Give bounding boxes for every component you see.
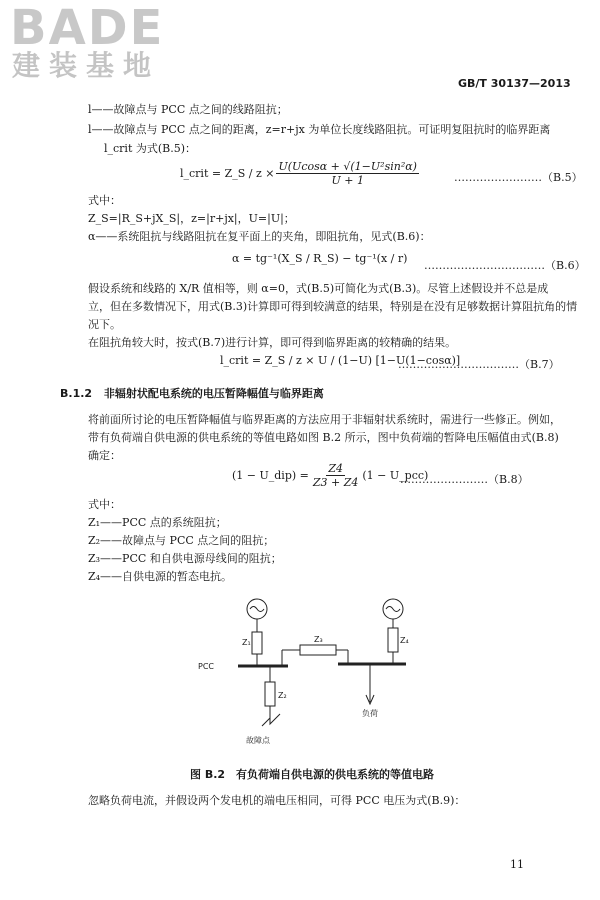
para-assumption-line3: 况下。 [88,318,121,331]
eq-b8-denominator: Z3 + Z4 [312,476,359,489]
eq-b6-expression: α = tg⁻¹(X_S / R_S) − tg⁻¹(x / r) [232,252,408,265]
eq-b6-number: ……………………………（B.6） [424,259,586,272]
def-critical-distance: l_crit 为式(B.5)： [104,142,197,155]
where-zs-definition: Z_S=|R_S+jX_S|，z=|r+jx|，U=|U|； [88,212,295,225]
label-fault: 故障点 [246,736,270,745]
label-load: 负荷 [362,709,378,718]
page-number: 11 [510,858,524,871]
equation-b5 [180,160,421,187]
para-assumption-line1: 假设系统和线路的 X/R 值相等，则 α=0，式(B.5)可简化为式(B.3)。尽管上述假设并不总是成 [88,282,549,295]
equivalent-circuit-diagram [190,590,430,755]
resistor-z4 [388,628,398,652]
label-pcc: PCC [198,662,214,671]
eq-b7-number: ……………………………（B.7） [398,358,560,371]
generator-left-wave [250,607,264,612]
section-number: B.1.2 [60,387,93,400]
eq-b7-expression: l_crit = Z_S / z × U / (1−U) [1−U(1−cosα)] [220,354,461,367]
para-assumption-line2: 立，但在多数情况下，用式(B.3)计算即可得到较满意的结果，特别是在没有足够数据计算阻抗角的情 [88,300,578,313]
eq-b5-numerator: U(Ucosα + √(1−U²sin²α) [278,160,417,173]
section-title: 非辐射状配电系统的电压暂降幅值与临界距离 [103,387,324,400]
generator-right-wave [386,607,400,612]
eq-b8-rhs: (1 − U_pcc) [362,469,429,482]
def-z3: Z₃——PCC 和自供电源母线间的阻抗； [88,552,282,565]
def-z2: Z₂——故障点与 PCC 点之间的阻抗； [88,534,275,547]
eq-b5-lhs: l_crit = Z_S / z × [180,167,275,180]
eq-b5-denominator: U + 1 [331,174,364,187]
fault-icon [262,714,280,726]
where-label-2: 式中： [88,498,121,511]
equation-b8 [232,462,428,489]
def-alpha: α——系统阻抗与线路阻抗在复平面上的夹角，即阻抗角，见式(B.6)： [88,230,431,243]
resistor-z1 [252,632,262,654]
eq-b8-fraction [311,462,361,489]
standard-code: GB/T 30137—2013 [458,77,571,90]
eq-b8-number: ……………………（B.8） [400,473,529,486]
para-nonradial-line2: 带有负荷端自供电源的供电系统的等值电路如图 B.2 所示，图中负荷端的暂降电压幅值由式(B.8) [88,431,559,444]
label-z1: Z₁ [242,638,251,647]
resistor-z2 [265,682,275,706]
logo-bade: BADE [10,0,165,56]
resistor-z3 [300,645,336,655]
equation-b6 [232,252,407,265]
label-z4: Z₄ [400,636,409,645]
para-large-angle: 在阻抗角较大时，按式(B.7)进行计算，即可得到临界距离的较精确的结果。 [88,336,457,349]
para-pcc-voltage: 忽略负荷电流，并假设两个发电机的端电压相同，可得 PCC 电压为式(B.9)： [88,794,466,807]
def-line-distance: l——故障点与 PCC 点之间的距离，z=r+jx 为单位长度线路阻抗。可证明复阻抗时的临界距离 [88,123,551,136]
def-line-impedance: l——故障点与 PCC 点之间的线路阻抗； [88,103,288,116]
para-nonradial-line3: 确定： [88,449,121,462]
eq-b8-numerator: Z4 [328,462,343,475]
eq-b5-number: ……………………（B.5） [454,171,583,184]
para-nonradial-line1: 将前面所讨论的电压暂降幅值与临界距离的方法应用于非辐射状系统时，需进行一些修正。例如， [88,413,561,426]
def-z4: Z₄——自供电源的暂态电抗。 [88,570,233,583]
eq-b5-fraction [276,160,418,187]
where-label-1: 式中： [88,194,121,207]
logo-subtitle: 建装基地 [12,49,161,82]
figure-caption: 图 B.2 有负荷端自供电源的供电系统的等值电路 [190,768,435,781]
section-heading [60,385,324,401]
def-z1: Z₁——PCC 点的系统阻抗； [88,516,227,529]
eq-b8-lhs: (1 − U_dip) = [232,469,309,482]
label-z2: Z₂ [278,691,287,700]
label-z3: Z₃ [314,635,323,644]
